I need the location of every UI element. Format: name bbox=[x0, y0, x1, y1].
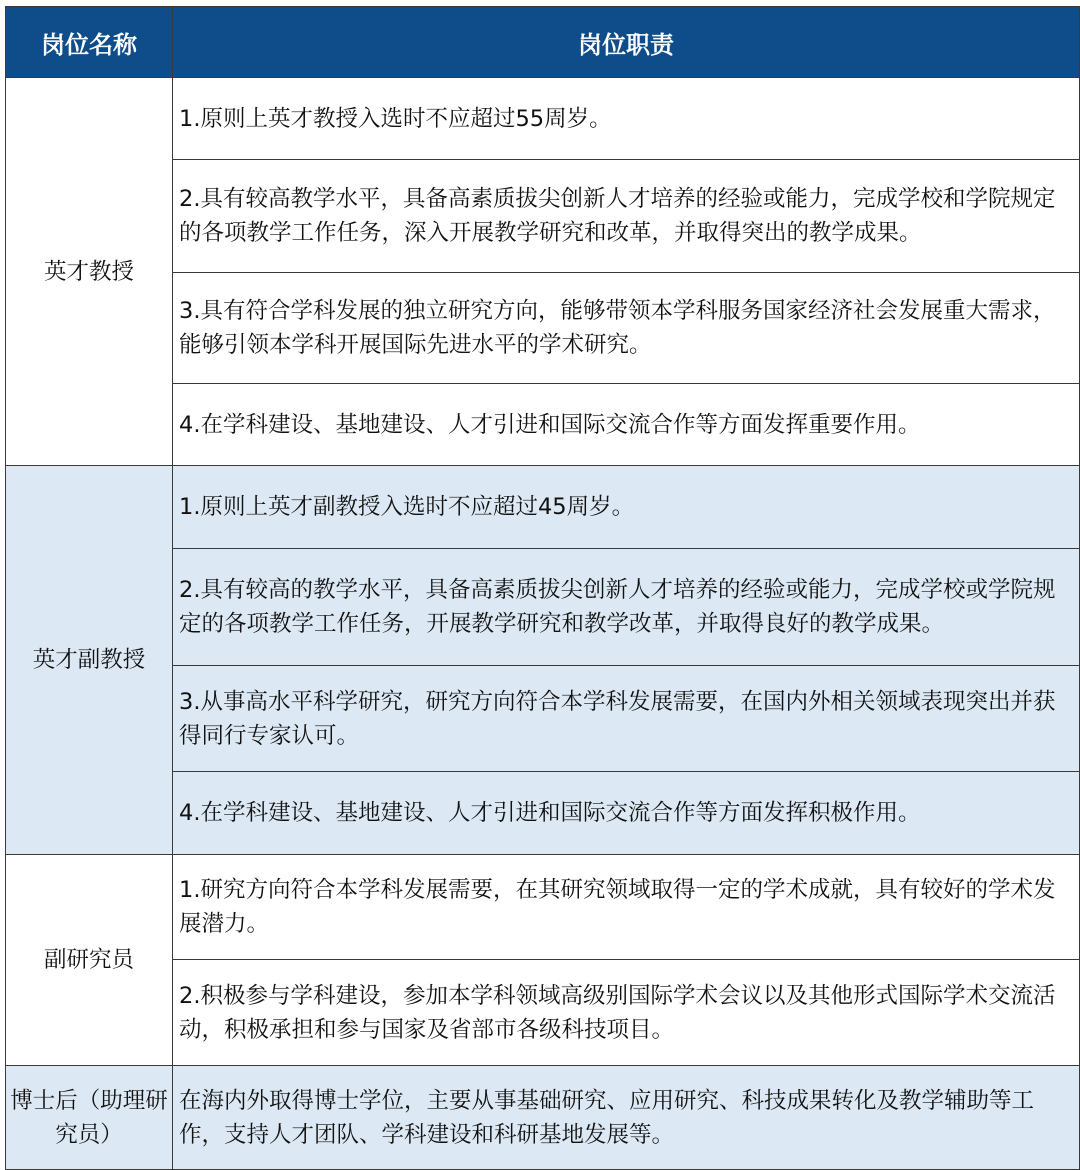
duty-item: 1.原则上英才教授入选时不应超过55周岁。 bbox=[173, 78, 1080, 160]
duty-item: 4.在学科建设、基地建设、人才引进和国际交流合作等方面发挥积极作用。 bbox=[173, 772, 1080, 855]
duty-item: 4.在学科建设、基地建设、人才引进和国际交流合作等方面发挥重要作用。 bbox=[173, 384, 1080, 466]
position-name: 博士后（助理研究员） bbox=[6, 1066, 173, 1170]
table-row bbox=[6, 855, 1080, 960]
duty-item: 1.原则上英才副教授入选时不应超过45周岁。 bbox=[173, 466, 1080, 549]
position-name: 副研究员 bbox=[6, 855, 173, 1066]
header-position-name: 岗位名称 bbox=[6, 7, 173, 78]
duty-item: 在海内外取得博士学位，主要从事基础研究、应用研究、科技成果转化及教学辅助等工作，支持人才团队、学科建设和科研基地发展等。 bbox=[173, 1066, 1080, 1170]
duty-item: 3.具有符合学科发展的独立研究方向，能够带领本学科服务国家经济社会发展重大需求，能够引领本学科开展国际先进水平的学术研究。 bbox=[173, 273, 1080, 384]
position-name: 英才教授 bbox=[6, 78, 173, 466]
header-row bbox=[6, 7, 1080, 78]
table-row bbox=[6, 78, 1080, 160]
job-duties-table bbox=[5, 6, 1080, 1170]
duty-item: 1.研究方向符合本学科发展需要，在其研究领域取得一定的学术成就，具有较好的学术发展潜力。 bbox=[173, 855, 1080, 960]
duty-item: 2.具有较高的教学水平，具备高素质拔尖创新人才培养的经验或能力，完成学校或学院规定的各项教学工作任务，开展教学研究和教学改革，并取得良好的教学成果。 bbox=[173, 549, 1080, 666]
table-row bbox=[6, 1066, 1080, 1170]
duty-item: 2.具有较高教学水平，具备高素质拔尖创新人才培养的经验或能力，完成学校和学院规定的各项教学工作任务，深入开展教学研究和改革，并取得突出的教学成果。 bbox=[173, 160, 1080, 273]
position-name: 英才副教授 bbox=[6, 466, 173, 855]
table-row bbox=[6, 466, 1080, 549]
header-position-duty: 岗位职责 bbox=[173, 7, 1080, 78]
duty-item: 2.积极参与学科建设，参加本学科领域高级别国际学术会议以及其他形式国际学术交流活动，积极承担和参与国家及省部市各级科技项目。 bbox=[173, 960, 1080, 1066]
duty-item: 3.从事高水平科学研究，研究方向符合本学科发展需要，在国内外相关领域表现突出并获得同行专家认可。 bbox=[173, 666, 1080, 772]
